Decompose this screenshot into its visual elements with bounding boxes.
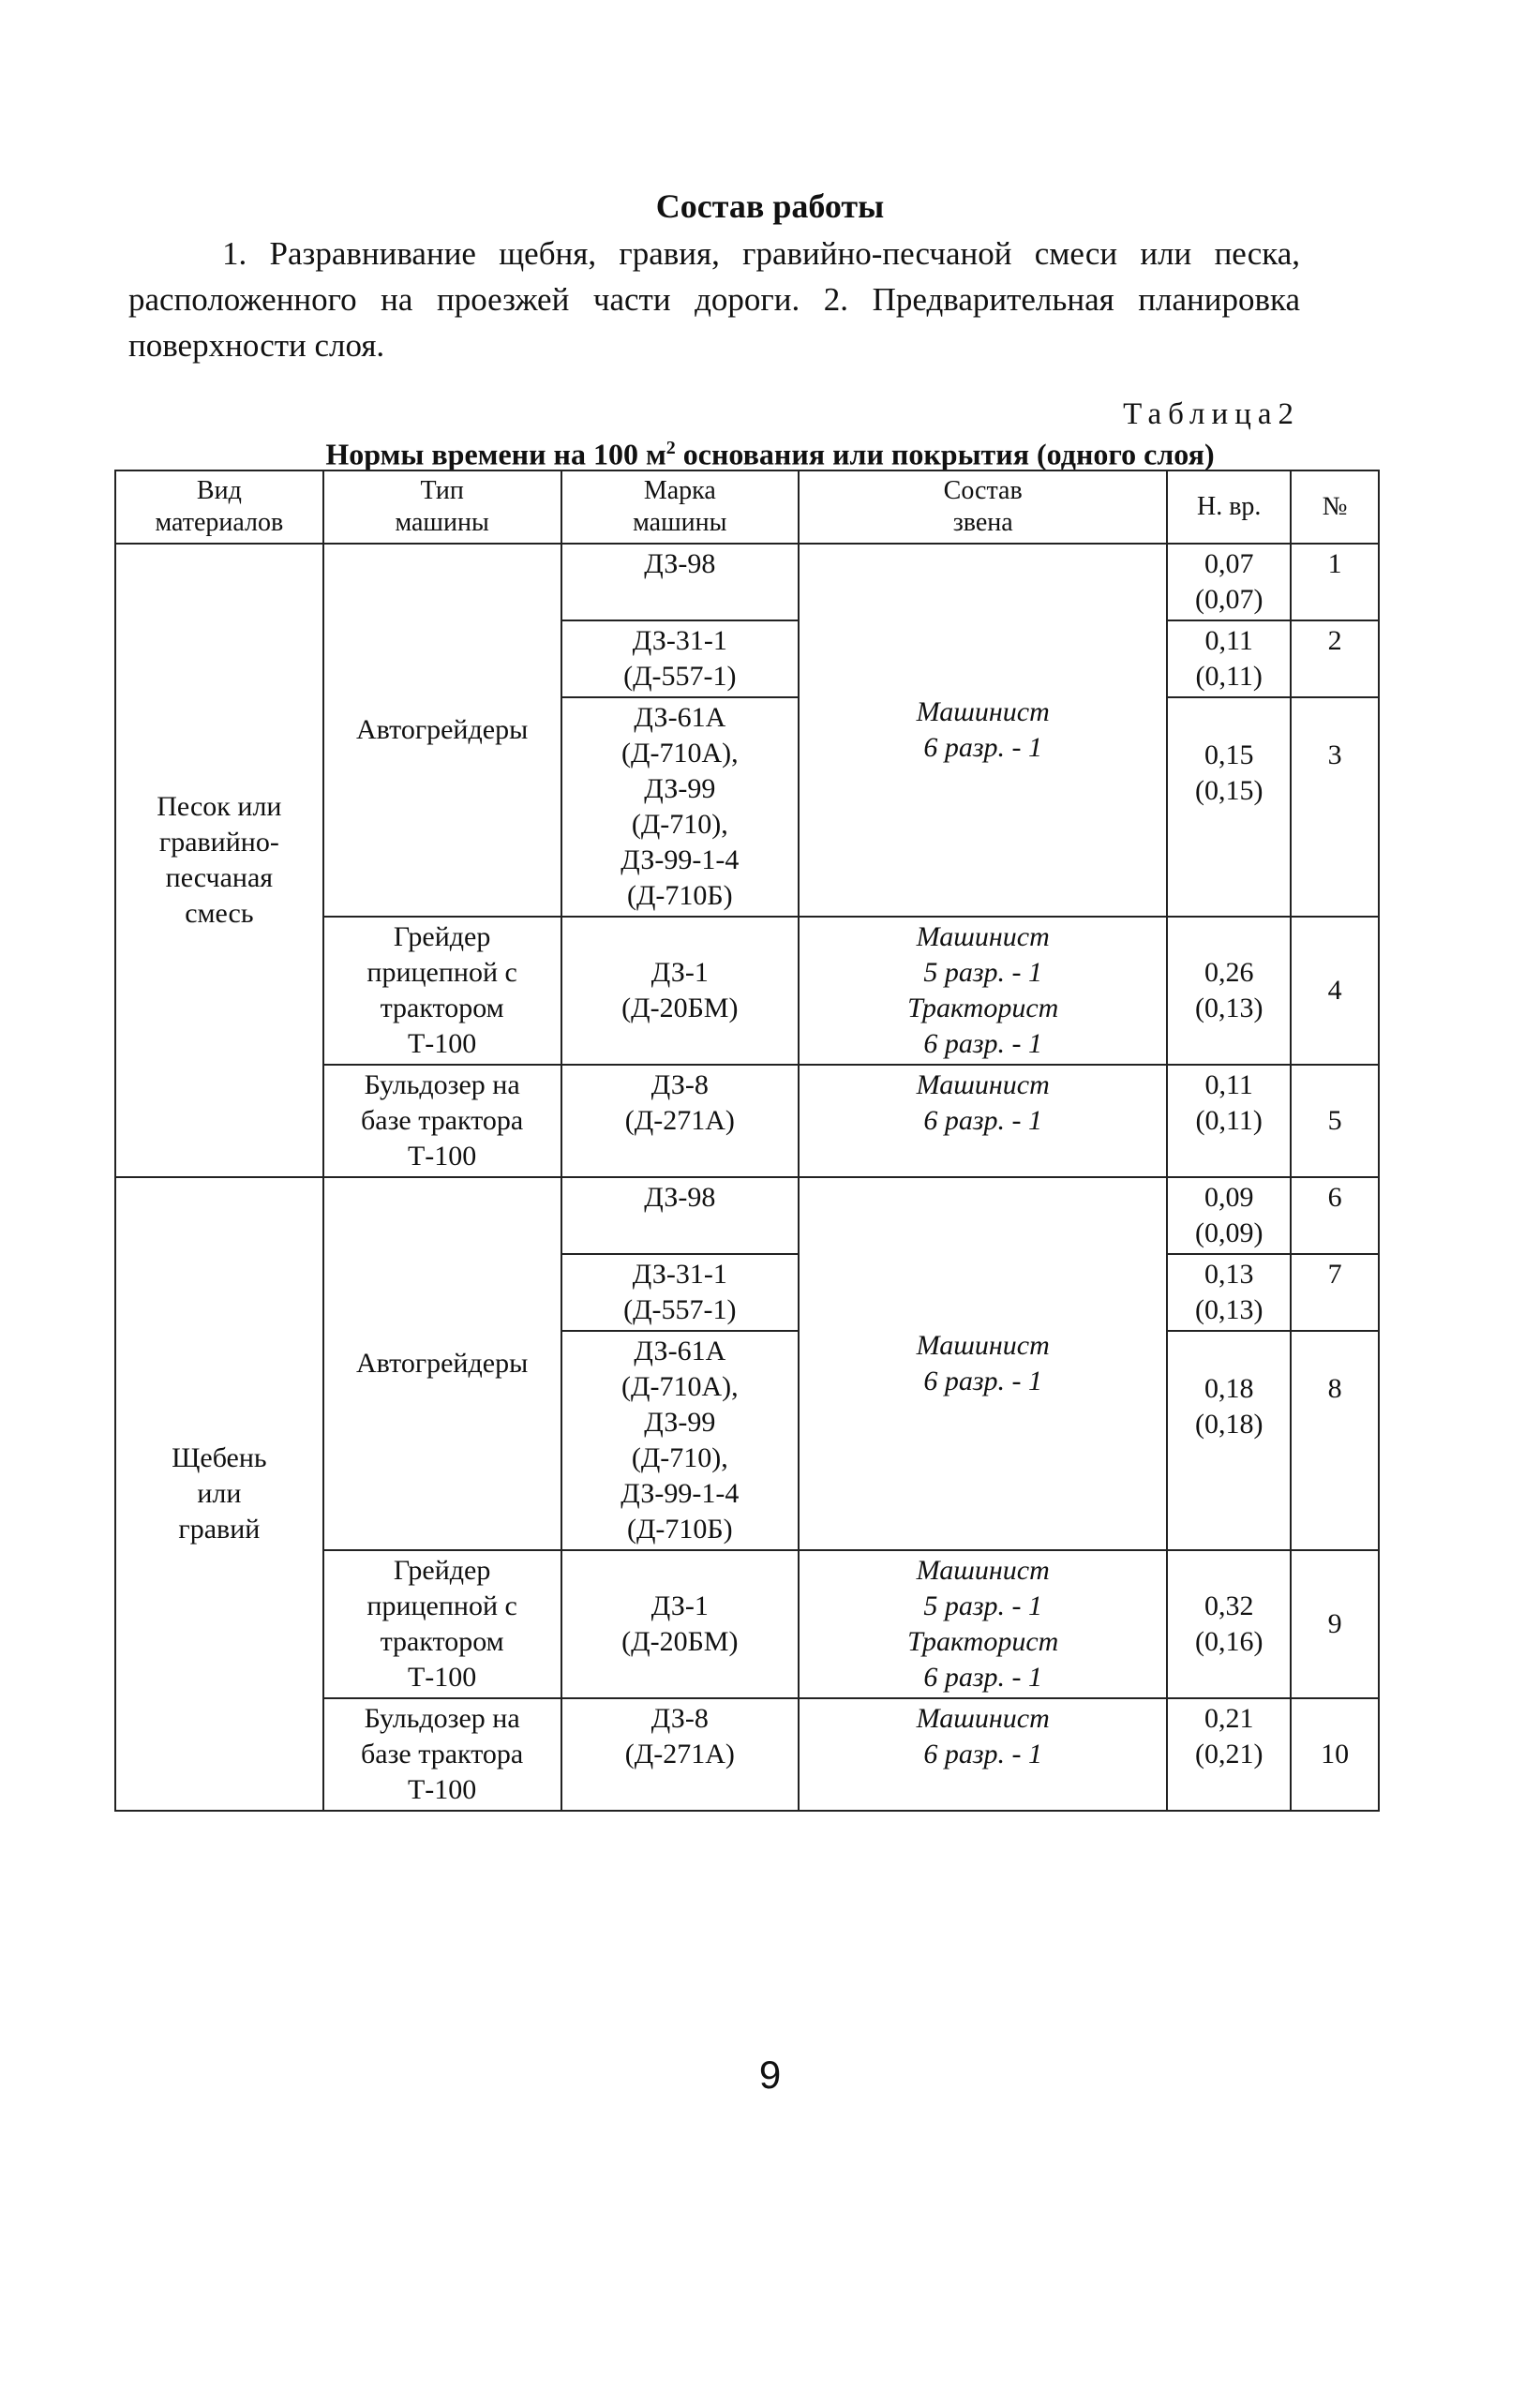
machine-brand-cell: ДЗ-1 (Д-20БМ) (561, 1550, 800, 1698)
row-number-cell: 7 (1291, 1254, 1379, 1331)
table-title-superscript: 2 (665, 438, 676, 458)
row-number-cell: 5 (1291, 1065, 1379, 1177)
header-number: № (1291, 470, 1379, 544)
crew-cell: Машинист 6 разр. - 1 (799, 1177, 1167, 1550)
crew-cell: Машинист 5 разр. - 1 Тракторист 6 разр. - 1 (799, 917, 1167, 1065)
header-norm: Н. вр. (1167, 470, 1291, 544)
table-header-row (115, 470, 1379, 544)
row-number-cell: 10 (1291, 1698, 1379, 1811)
crew-cell: Машинист 6 разр. - 1 (799, 544, 1167, 917)
machine-brand-cell: ДЗ-31-1 (Д-557-1) (561, 1254, 800, 1331)
row-number-cell: 9 (1291, 1550, 1379, 1698)
section-heading: Состав работы (655, 187, 885, 225)
norm-cell: 0,18 (0,18) (1167, 1331, 1291, 1550)
table-row (115, 1177, 1379, 1254)
table-title-after: основания или покрытия (одного слоя) (675, 437, 1215, 471)
norm-cell: 0,21 (0,21) (1167, 1698, 1291, 1811)
machine-brand-cell: ДЗ-31-1 (Д-557-1) (561, 620, 800, 697)
table-label: Таблица2 (1123, 397, 1300, 431)
crew-cell: Машинист 5 разр. - 1 Тракторист 6 разр. - 1 (799, 1550, 1167, 1698)
page-number: 9 (758, 2053, 782, 2097)
row-number-cell: 6 (1291, 1177, 1379, 1254)
machine-type-cell: Грейдер прицепной с трактором Т-100 (323, 1550, 561, 1698)
machine-brand-cell: ДЗ-61А (Д-710А), ДЗ-99 (Д-710), ДЗ-99-1-4 (Д-710Б) (561, 1331, 800, 1550)
machine-brand-cell: ДЗ-98 (561, 544, 800, 620)
crew-cell: Машинист 6 разр. - 1 (799, 1065, 1167, 1177)
row-number-cell: 4 (1291, 917, 1379, 1065)
machine-brand-cell: ДЗ-1 (Д-20БМ) (561, 917, 800, 1065)
machine-type-cell: Автогрейдеры (323, 544, 561, 917)
norm-cell: 0,11 (0,11) (1167, 1065, 1291, 1177)
work-description (128, 231, 1300, 368)
machine-brand-cell: ДЗ-61А (Д-710А), ДЗ-99 (Д-710), ДЗ-99-1-4 (Д-710Б) (561, 697, 800, 917)
header-material: Вид материалов (115, 470, 323, 544)
norm-cell: 0,32 (0,16) (1167, 1550, 1291, 1698)
norm-cell: 0,15 (0,15) (1167, 697, 1291, 917)
machine-brand-cell: ДЗ-98 (561, 1177, 800, 1254)
table-title-before: Нормы времени на 100 м (325, 437, 666, 471)
norm-cell: 0,13 (0,13) (1167, 1254, 1291, 1331)
norm-cell: 0,07 (0,07) (1167, 544, 1291, 620)
crew-cell: Машинист 6 разр. - 1 (799, 1698, 1167, 1811)
table-title (0, 429, 1540, 473)
row-number-cell: 8 (1291, 1331, 1379, 1550)
machine-type-cell: Грейдер прицепной с трактором Т-100 (323, 917, 561, 1065)
machine-brand-cell: ДЗ-8 (Д-271А) (561, 1065, 800, 1177)
machine-type-cell: Автогрейдеры (323, 1177, 561, 1550)
machine-type-cell: Бульдозер на базе трактора Т-100 (323, 1065, 561, 1177)
norms-table (114, 470, 1380, 1812)
machine-type-cell: Бульдозер на базе трактора Т-100 (323, 1698, 561, 1811)
material-cell: Песок или гравийно- песчаная смесь (115, 544, 323, 1177)
machine-brand-cell: ДЗ-8 (Д-271А) (561, 1698, 800, 1811)
norm-cell: 0,26 (0,13) (1167, 917, 1291, 1065)
header-machine-brand: Марка машины (561, 470, 800, 544)
norm-cell: 0,11 (0,11) (1167, 620, 1291, 697)
header-machine-type: Тип машины (323, 470, 561, 544)
row-number-cell: 3 (1291, 697, 1379, 917)
material-cell: Щебень или гравий (115, 1177, 323, 1811)
table-row (115, 544, 1379, 620)
work-description-text: 1. Разравнивание щебня, гравия, гравийно-песчаной смеси или песка, расположенного на проезжей части дороги. 2. Предварительная планировка поверхности слоя. (128, 235, 1300, 364)
header-crew: Состав звена (799, 470, 1167, 544)
row-number-cell: 1 (1291, 544, 1379, 620)
norm-cell: 0,09 (0,09) (1167, 1177, 1291, 1254)
row-number-cell: 2 (1291, 620, 1379, 697)
